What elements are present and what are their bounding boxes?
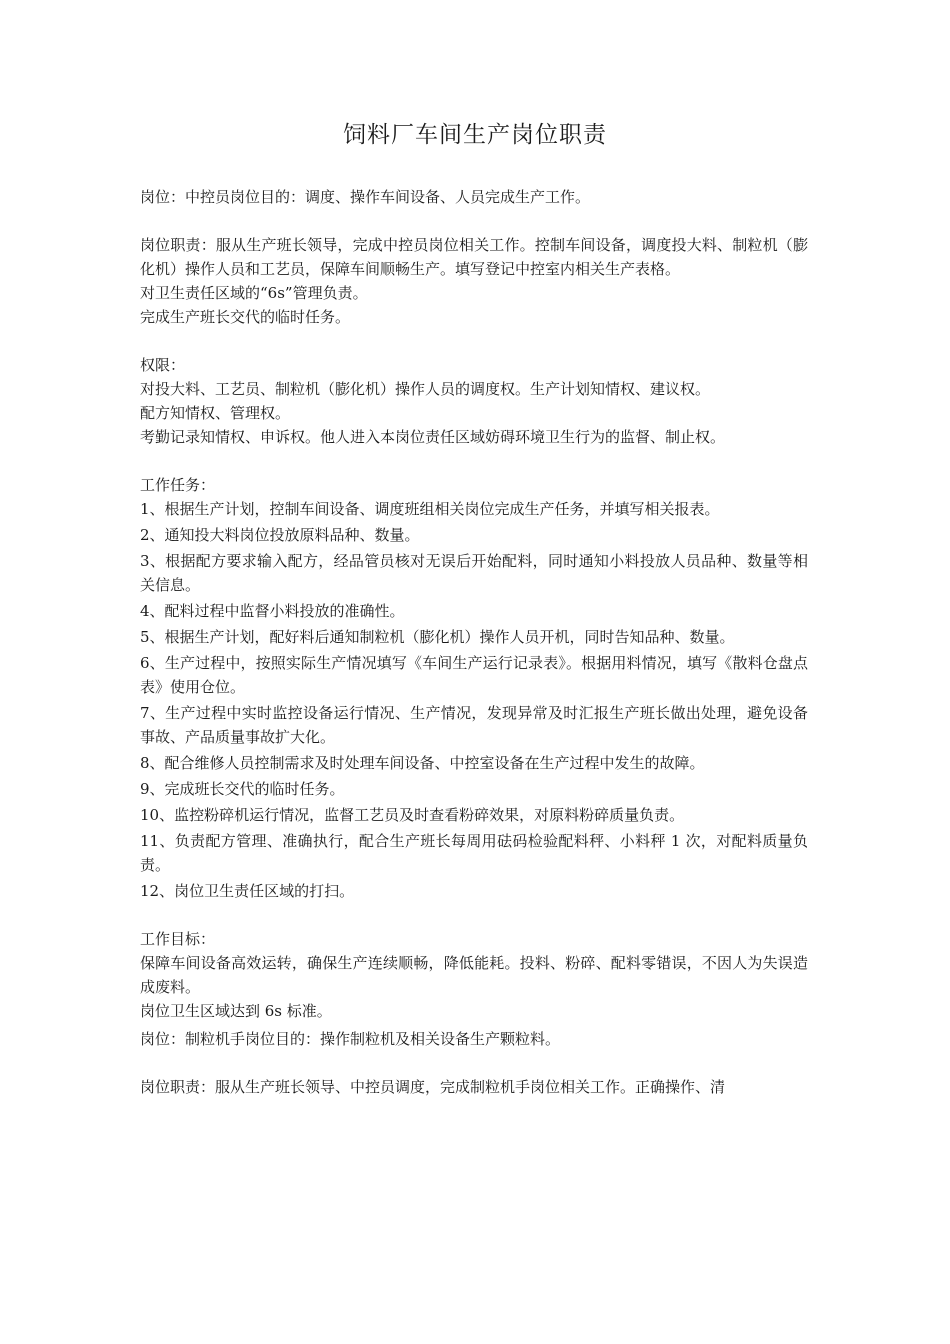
task-item: 2、通知投大料岗位投放原料品种、数量。 bbox=[140, 526, 420, 544]
authority-line: 对投大料、工艺员、制粒机（膨化机）操作人员的调度权。生产计划知情权、建议权。 bbox=[140, 380, 711, 398]
duties-paragraph: 岗位职责：服从生产班长领导、中控员调度，完成制粒机手岗位相关工作。正确操作、清 bbox=[140, 1078, 726, 1096]
task-item: 10、监控粉碎机运行情况，监督工艺员及时查看粉碎效果，对原料粉碎质量负责。 bbox=[140, 806, 685, 824]
task-item: 11、负责配方管理、准确执行，配合生产班长每周用砝码检验配料秤、小料秤 1 次，对配料质量负责。 bbox=[140, 832, 808, 874]
goals-line: 岗位卫生区域达到 6s 标准。 bbox=[140, 1002, 332, 1020]
post-purpose-paragraph: 岗位：中控员岗位目的：调度、操作车间设备、人员完成生产工作。 bbox=[140, 188, 591, 206]
tasks-heading: 工作任务： bbox=[140, 476, 216, 494]
blank-line bbox=[140, 903, 808, 927]
authority-line: 考勤记录知情权、申诉权。他人进入本岗位责任区域妨碍环境卫生行为的监督、制止权。 bbox=[140, 428, 726, 446]
goals-line: 保障车间设备高效运转，确保生产连续顺畅，降低能耗。投料、粉碎、配料零错误，不因人为失误造成废料。 bbox=[140, 954, 808, 996]
blank-line bbox=[140, 329, 808, 353]
duties-6s-line: 对卫生责任区域的“6s”管理负责。 bbox=[140, 284, 368, 302]
task-item: 4、配料过程中监督小料投放的准确性。 bbox=[140, 602, 405, 620]
blank-line bbox=[140, 209, 808, 233]
task-item: 12、岗位卫生责任区域的打扫。 bbox=[140, 882, 355, 900]
document-title: 饲料厂车间生产岗位职责 bbox=[343, 122, 607, 148]
task-item: 7、生产过程中实时监控设备运行情况、生产情况，发现异常及时汇报生产班长做出处理，避免设备事故、产品质量事故扩大化。 bbox=[140, 704, 808, 746]
tasks-list bbox=[140, 497, 808, 903]
duties-temp-line: 完成生产班长交代的临时任务。 bbox=[140, 308, 351, 326]
task-item: 1、根据生产计划，控制车间设备、调度班组相关岗位完成生产任务，并填写相关报表。 bbox=[140, 500, 720, 518]
post-purpose-paragraph: 岗位：制粒机手岗位目的：操作制粒机及相关设备生产颗粒料。 bbox=[140, 1030, 561, 1048]
blank-line bbox=[140, 449, 808, 473]
duties-paragraph: 岗位职责：服从生产班长领导，完成中控员岗位相关工作。控制车间设备，调度投大料、制粒机（膨化机）操作人员和工艺员，保障车间顺畅生产。填写登记中控室内相关生产表格。 bbox=[140, 236, 808, 278]
document-body bbox=[140, 185, 808, 1099]
goals-heading: 工作目标： bbox=[140, 930, 216, 948]
blank-line bbox=[140, 1051, 808, 1075]
task-item: 5、根据生产计划，配好料后通知制粒机（膨化机）操作人员开机，同时告知品种、数量。 bbox=[140, 628, 735, 646]
authority-line: 配方知情权、管理权。 bbox=[140, 404, 291, 422]
task-item: 6、生产过程中，按照实际生产情况填写《车间生产运行记录表》。根据用料情况，填写《散料仓盘点表》使用仓位。 bbox=[140, 654, 808, 696]
task-item: 9、完成班长交代的临时任务。 bbox=[140, 780, 345, 798]
task-item: 8、配合维修人员控制需求及时处理车间设备、中控室设备在生产过程中发生的故障。 bbox=[140, 754, 705, 772]
task-item: 3、根据配方要求输入配方，经品管员核对无误后开始配料，同时通知小料投放人员品种、数量等相关信息。 bbox=[140, 552, 808, 594]
authority-heading: 权限： bbox=[140, 356, 186, 374]
